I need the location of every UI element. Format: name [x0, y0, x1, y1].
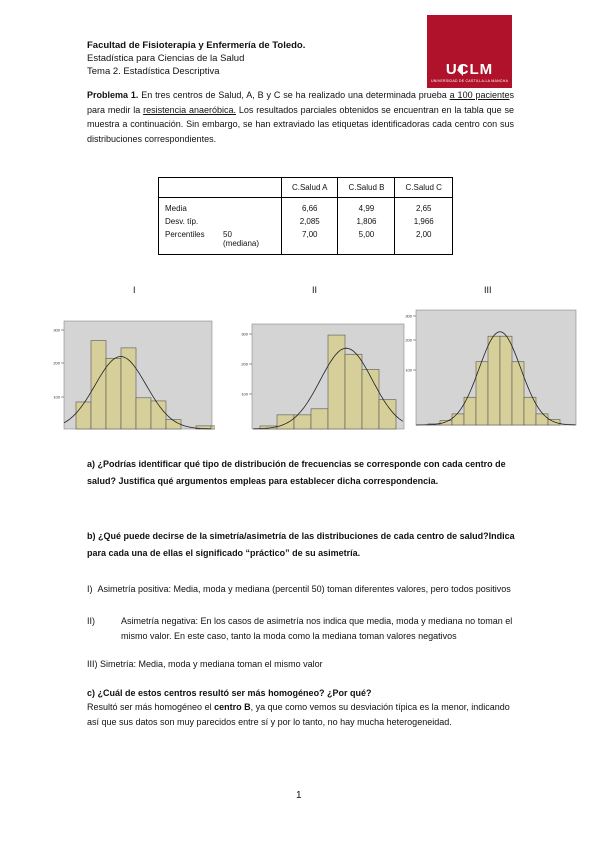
histogram-bar [500, 336, 512, 425]
logo-subtext: UNIVERSIDAD DE CASTILLA-LA MANCHA [430, 79, 509, 83]
page-number: 1 [296, 790, 302, 801]
y-tick-label: 100 [53, 394, 60, 400]
y-tick-label: 300 [53, 327, 60, 333]
answer-b-1: I) Asimetría positiva: Media, moda y mediana (percentil 50) toman diferentes valores, pero todos positivos [87, 584, 511, 594]
table-header: C.Salud A [282, 178, 338, 198]
answer-b-3: III) Simetría: Media, moda y mediana toman el mismo valor [87, 659, 323, 669]
histogram-bar [488, 336, 500, 425]
uclm-logo [427, 15, 512, 88]
histogram-bar [91, 341, 106, 429]
histogram-bar [536, 414, 548, 425]
results-table [158, 177, 453, 255]
histogram-bar [345, 354, 362, 429]
problem-label: Problema 1. [87, 90, 139, 100]
histogram-bar [452, 414, 464, 425]
problem-statement: Problema 1. En tres centros de Salud, A, B y C se ha realizado una determinada prueba a 100 pacientes para medir la resistencia anaeróbica. Los resultados parciales obtenidos se encuentran en la tabla que se muestra a continuación. Sin embargo, se han extraviado las etiquetas identificadoras cada centro con sus distribuciones correspondientes. [87, 90, 514, 144]
table-row: Desv. típ. 2,085 1,806 1,966 [159, 215, 453, 228]
y-tick-label: 300 [241, 331, 248, 337]
y-tick-label: 100 [241, 391, 248, 397]
y-tick-label: 200 [405, 337, 412, 343]
question-c: c) ¿Cuál de estos centros resultó ser más homogéneo? ¿Por qué? [87, 688, 372, 698]
histogram-bar [379, 400, 396, 429]
histogram-bar [211, 426, 215, 429]
answer-c: Resultó ser más homogéneo el centro B, ya que como vemos su desviación típica es la menor, indicando así que sus datos son muy parecidos entre sí y por lo tanto, no hay mucha heterogeneidad. [87, 702, 510, 727]
header-block [87, 39, 305, 78]
histogram-label-i: I [133, 285, 136, 295]
histogram-bar [136, 398, 151, 429]
y-tick-label: 200 [241, 361, 248, 367]
histogram-iii [402, 306, 580, 428]
histogram-label-ii: II [312, 285, 318, 295]
question-a: a) ¿Podrías identificar qué tipo de distribución de frecuencias se corresponde con cada centro de salud? Justifica qué argumentos empleas para establecer dicha correspondencia. [87, 459, 506, 486]
y-tick-label: 200 [53, 360, 60, 366]
histogram-bar [166, 420, 181, 429]
y-tick-label: 100 [405, 367, 412, 373]
histogram-bar [277, 415, 294, 429]
histogram-bar [294, 415, 311, 429]
answer-b-2: Asimetría negativa: En los casos de asimetría nos indica que media, moda y mediana no toman el mismo valor. En este caso, tanto la moda como la mediana toman valores negativos [121, 616, 513, 641]
histogram-bar [106, 358, 121, 429]
histogram-bar [362, 369, 379, 429]
table-header-row [159, 178, 453, 198]
histogram-label-iii: III [484, 285, 492, 295]
histogram-ii [228, 318, 408, 433]
table-row: Percentiles 50 (mediana) 7,00 5,00 2,00 [159, 228, 453, 255]
histogram-bar [311, 409, 328, 429]
topic-name: Tema 2. Estadística Descriptiva [87, 66, 220, 77]
question-b: b) ¿Qué puede decirse de la simetría/asimetría de las distribuciones de cada centro de salud?Indica para cada una de ellas el significado “práctico” de su asimetría. [87, 531, 515, 558]
faculty-name: Facultad de Fisioterapia y Enfermería de Toledo. [87, 40, 306, 51]
table-header: C.Salud C [395, 178, 453, 198]
y-tick-label: 300 [405, 313, 412, 319]
logo-text: UCLM [445, 61, 494, 78]
table-header: C.Salud B [338, 178, 395, 198]
histogram-i [40, 315, 215, 433]
answer-b-2-num: II) [87, 616, 95, 626]
course-name: Estadística para Ciencias de la Salud [87, 53, 245, 64]
histogram-bar [76, 402, 91, 429]
table-row: Media 6,66 4,99 2,65 [159, 198, 453, 216]
histogram-bar [548, 419, 560, 425]
